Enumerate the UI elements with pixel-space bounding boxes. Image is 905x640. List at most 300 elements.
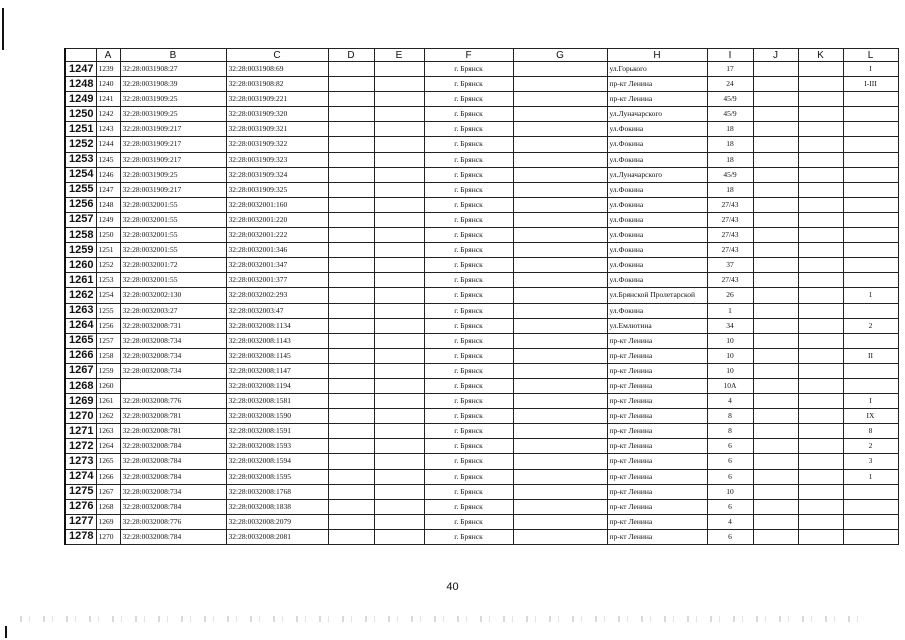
cell-e <box>374 92 424 107</box>
cell-g <box>513 363 607 378</box>
cell-i: 34 <box>707 318 753 333</box>
cell-i: 8 <box>707 424 753 439</box>
row-number: 1250 <box>65 107 96 122</box>
cell-k <box>798 333 843 348</box>
cell-e <box>374 137 424 152</box>
table-row <box>65 454 898 469</box>
cell-k <box>798 288 843 303</box>
cell-i: 27/43 <box>707 228 753 243</box>
row-number: 1256 <box>65 197 96 212</box>
cell-e <box>374 454 424 469</box>
cell-a: 1262 <box>96 409 120 424</box>
cell-d <box>328 258 374 273</box>
cell-f: г. Брянск <box>424 273 513 288</box>
cell-a: 1256 <box>96 318 120 333</box>
cell-j <box>753 62 798 77</box>
cell-i: 27/43 <box>707 212 753 227</box>
cell-g <box>513 228 607 243</box>
cell-i: 6 <box>707 439 753 454</box>
cell-l <box>843 167 898 182</box>
cell-f: г. Брянск <box>424 409 513 424</box>
cell-e <box>374 228 424 243</box>
table-row <box>65 348 898 363</box>
spreadsheet <box>64 48 899 545</box>
cell-l <box>843 152 898 167</box>
cell-j <box>753 122 798 137</box>
cell-f: г. Брянск <box>424 303 513 318</box>
cell-e <box>374 439 424 454</box>
cell-h: пр-кт Ленина <box>607 484 707 499</box>
cell-a: 1261 <box>96 394 120 409</box>
cell-j <box>753 469 798 484</box>
cell-l: 1 <box>843 288 898 303</box>
cell-c: 32:28:0032008:1143 <box>226 333 328 348</box>
row-number: 1249 <box>65 92 96 107</box>
cell-l <box>843 137 898 152</box>
cell-d <box>328 273 374 288</box>
table-row <box>65 122 898 137</box>
column-header-e: E <box>374 49 424 62</box>
cell-j <box>753 348 798 363</box>
cell-b: 32:28:0032008:781 <box>120 424 226 439</box>
cell-h: ул.Фокина <box>607 197 707 212</box>
row-number: 1248 <box>65 77 96 92</box>
cell-h: ул.Фокина <box>607 122 707 137</box>
cell-f: г. Брянск <box>424 152 513 167</box>
cell-d <box>328 514 374 529</box>
cell-h: пр-кт Ленина <box>607 92 707 107</box>
table-row <box>65 167 898 182</box>
cell-a: 1267 <box>96 484 120 499</box>
cell-f: г. Брянск <box>424 348 513 363</box>
cell-a: 1268 <box>96 499 120 514</box>
cell-i: 27/43 <box>707 197 753 212</box>
cell-f: г. Брянск <box>424 77 513 92</box>
cell-e <box>374 152 424 167</box>
cell-k <box>798 77 843 92</box>
cell-h: пр-кт Ленина <box>607 77 707 92</box>
cell-a: 1253 <box>96 273 120 288</box>
cell-j <box>753 363 798 378</box>
cell-e <box>374 77 424 92</box>
cell-l <box>843 484 898 499</box>
cell-i: 37 <box>707 258 753 273</box>
cell-j <box>753 514 798 529</box>
cell-c: 32:28:0031908:82 <box>226 77 328 92</box>
cell-j <box>753 137 798 152</box>
cell-i: 6 <box>707 454 753 469</box>
cell-c: 32:28:0031909:325 <box>226 182 328 197</box>
cell-a: 1270 <box>96 529 120 544</box>
cell-a: 1244 <box>96 137 120 152</box>
cell-g <box>513 514 607 529</box>
row-number: 1247 <box>65 62 96 77</box>
row-number: 1277 <box>65 514 96 529</box>
cell-b: 32:28:0032001:55 <box>120 228 226 243</box>
row-number: 1254 <box>65 167 96 182</box>
cell-g <box>513 243 607 258</box>
cell-c: 32:28:0032001:377 <box>226 273 328 288</box>
cell-a: 1266 <box>96 469 120 484</box>
cell-l <box>843 92 898 107</box>
cell-e <box>374 394 424 409</box>
cell-f: г. Брянск <box>424 499 513 514</box>
cell-j <box>753 243 798 258</box>
cell-e <box>374 318 424 333</box>
cell-b: 32:28:0032008:784 <box>120 529 226 544</box>
cell-f: г. Брянск <box>424 228 513 243</box>
cell-b: 32:28:0032008:734 <box>120 363 226 378</box>
cell-i: 17 <box>707 62 753 77</box>
cell-k <box>798 484 843 499</box>
cell-i: 10 <box>707 348 753 363</box>
cell-c: 32:28:0032008:1591 <box>226 424 328 439</box>
cell-f: г. Брянск <box>424 92 513 107</box>
cell-e <box>374 258 424 273</box>
cell-h: пр-кт Ленина <box>607 439 707 454</box>
cell-h: ул.Фокина <box>607 228 707 243</box>
cell-c: 32:28:0032008:1581 <box>226 394 328 409</box>
table-row <box>65 424 898 439</box>
cell-f: г. Брянск <box>424 167 513 182</box>
cell-l: 1 <box>843 469 898 484</box>
cell-h: ул.Луначарского <box>607 107 707 122</box>
column-header-i: I <box>707 49 753 62</box>
cell-f: г. Брянск <box>424 243 513 258</box>
cell-g <box>513 378 607 393</box>
cell-f: г. Брянск <box>424 378 513 393</box>
cell-a: 1242 <box>96 107 120 122</box>
table-row <box>65 484 898 499</box>
cell-b: 32:28:0032003:27 <box>120 303 226 318</box>
cell-j <box>753 484 798 499</box>
cell-d <box>328 303 374 318</box>
cell-a: 1245 <box>96 152 120 167</box>
cell-g <box>513 333 607 348</box>
row-number: 1253 <box>65 152 96 167</box>
cell-d <box>328 137 374 152</box>
table-row <box>65 258 898 273</box>
cell-g <box>513 499 607 514</box>
cell-d <box>328 439 374 454</box>
cell-g <box>513 529 607 544</box>
cell-c: 32:28:0032001:222 <box>226 228 328 243</box>
cell-d <box>328 469 374 484</box>
cell-c: 32:28:0032008:1145 <box>226 348 328 363</box>
cell-g <box>513 258 607 273</box>
column-header-row <box>65 49 898 62</box>
row-number: 1274 <box>65 469 96 484</box>
cell-j <box>753 92 798 107</box>
cell-f: г. Брянск <box>424 107 513 122</box>
cell-c: 32:28:0032003:47 <box>226 303 328 318</box>
cell-e <box>374 122 424 137</box>
cell-b: 32:28:0031909:217 <box>120 152 226 167</box>
cell-c: 32:28:0032008:1593 <box>226 439 328 454</box>
cell-h: пр-кт Ленина <box>607 348 707 363</box>
cell-b: 32:28:0032002:130 <box>120 288 226 303</box>
cell-e <box>374 363 424 378</box>
cell-f: г. Брянск <box>424 197 513 212</box>
row-number: 1264 <box>65 318 96 333</box>
cell-c: 32:28:0032008:1134 <box>226 318 328 333</box>
cell-b: 32:28:0032008:784 <box>120 499 226 514</box>
cell-c: 32:28:0032008:2079 <box>226 514 328 529</box>
cell-g <box>513 62 607 77</box>
cell-f: г. Брянск <box>424 424 513 439</box>
cell-f: г. Брянск <box>424 454 513 469</box>
cell-b: 32:28:0032008:776 <box>120 514 226 529</box>
margin-rule <box>2 8 4 50</box>
table-row <box>65 243 898 258</box>
cell-a: 1251 <box>96 243 120 258</box>
cell-h: ул.Горького <box>607 62 707 77</box>
cell-a: 1241 <box>96 92 120 107</box>
cell-g <box>513 92 607 107</box>
cell-j <box>753 439 798 454</box>
row-number: 1260 <box>65 258 96 273</box>
cell-e <box>374 529 424 544</box>
cell-d <box>328 152 374 167</box>
cell-h: ул.Фокина <box>607 212 707 227</box>
page-number: 40 <box>446 581 459 593</box>
cell-i: 18 <box>707 152 753 167</box>
cell-k <box>798 318 843 333</box>
cell-i: 27/43 <box>707 273 753 288</box>
table-row <box>65 409 898 424</box>
cell-j <box>753 152 798 167</box>
cell-f: г. Брянск <box>424 484 513 499</box>
cell-a: 1258 <box>96 348 120 363</box>
cell-b: 32:28:0031909:25 <box>120 167 226 182</box>
cell-l <box>843 197 898 212</box>
row-number: 1255 <box>65 182 96 197</box>
cell-h: ул.Емлютина <box>607 318 707 333</box>
cell-b: 32:28:0032001:72 <box>120 258 226 273</box>
cell-k <box>798 394 843 409</box>
cell-l <box>843 529 898 544</box>
cell-c: 32:28:0031908:69 <box>226 62 328 77</box>
cell-i: 10 <box>707 363 753 378</box>
cell-g <box>513 348 607 363</box>
cell-g <box>513 424 607 439</box>
cell-f: г. Брянск <box>424 258 513 273</box>
cell-e <box>374 107 424 122</box>
corner-cell <box>65 49 96 62</box>
cell-k <box>798 469 843 484</box>
cell-g <box>513 167 607 182</box>
cell-g <box>513 77 607 92</box>
cell-l <box>843 228 898 243</box>
cell-g <box>513 454 607 469</box>
cell-f: г. Брянск <box>424 529 513 544</box>
cell-d <box>328 333 374 348</box>
cell-k <box>798 228 843 243</box>
cell-h: пр-кт Ленина <box>607 454 707 469</box>
cell-e <box>374 243 424 258</box>
cell-f: г. Брянск <box>424 514 513 529</box>
table-row <box>65 77 898 92</box>
column-header-l: L <box>843 49 898 62</box>
cell-g <box>513 439 607 454</box>
cell-i: 10А <box>707 378 753 393</box>
cell-f: г. Брянск <box>424 318 513 333</box>
cell-l <box>843 499 898 514</box>
cell-a: 1247 <box>96 182 120 197</box>
cell-i: 18 <box>707 122 753 137</box>
row-number: 1257 <box>65 212 96 227</box>
cell-f: г. Брянск <box>424 288 513 303</box>
cell-b: 32:28:0032008:784 <box>120 439 226 454</box>
cell-j <box>753 318 798 333</box>
cell-j <box>753 182 798 197</box>
cell-j <box>753 529 798 544</box>
table-row <box>65 529 898 544</box>
cell-l: I-III <box>843 77 898 92</box>
cell-b: 32:28:0032001:55 <box>120 212 226 227</box>
cell-h: пр-кт Ленина <box>607 424 707 439</box>
cell-a: 1243 <box>96 122 120 137</box>
cell-a: 1240 <box>96 77 120 92</box>
cadastral-table <box>64 48 899 545</box>
cell-c: 32:28:0031909:221 <box>226 92 328 107</box>
cell-l <box>843 273 898 288</box>
table-row <box>65 92 898 107</box>
column-header-k: K <box>798 49 843 62</box>
cell-a: 1239 <box>96 62 120 77</box>
cell-e <box>374 514 424 529</box>
cell-l <box>843 303 898 318</box>
cell-c: 32:28:0032008:1594 <box>226 454 328 469</box>
cell-d <box>328 288 374 303</box>
table-row <box>65 394 898 409</box>
cell-h: ул.Фокина <box>607 273 707 288</box>
cell-e <box>374 409 424 424</box>
cell-k <box>798 92 843 107</box>
cell-k <box>798 152 843 167</box>
cell-e <box>374 348 424 363</box>
cell-a: 1264 <box>96 439 120 454</box>
cell-j <box>753 212 798 227</box>
cell-k <box>798 363 843 378</box>
cell-g <box>513 197 607 212</box>
cell-k <box>798 499 843 514</box>
cell-k <box>798 439 843 454</box>
cell-f: г. Брянск <box>424 333 513 348</box>
cell-g <box>513 107 607 122</box>
cell-g <box>513 469 607 484</box>
cell-e <box>374 212 424 227</box>
cell-b: 32:28:0031908:27 <box>120 62 226 77</box>
cell-j <box>753 77 798 92</box>
scan-artifact <box>20 616 860 622</box>
cell-g <box>513 137 607 152</box>
cell-c: 32:28:0031909:320 <box>226 107 328 122</box>
cell-g <box>513 409 607 424</box>
row-number: 1267 <box>65 363 96 378</box>
cell-h: пр-кт Ленина <box>607 499 707 514</box>
cell-a: 1265 <box>96 454 120 469</box>
cell-l <box>843 182 898 197</box>
cell-a: 1252 <box>96 258 120 273</box>
table-row <box>65 363 898 378</box>
cell-c: 32:28:0032001:347 <box>226 258 328 273</box>
cell-b: 32:28:0032008:776 <box>120 394 226 409</box>
cell-c: 32:28:0032008:1147 <box>226 363 328 378</box>
row-number: 1263 <box>65 303 96 318</box>
cell-a: 1260 <box>96 378 120 393</box>
cell-l: II <box>843 348 898 363</box>
cell-f: г. Брянск <box>424 363 513 378</box>
cell-h: пр-кт Ленина <box>607 529 707 544</box>
cell-c: 32:28:0031909:323 <box>226 152 328 167</box>
cell-k <box>798 303 843 318</box>
table-row <box>65 107 898 122</box>
cell-e <box>374 62 424 77</box>
cell-l <box>843 378 898 393</box>
cell-a: 1269 <box>96 514 120 529</box>
cell-b: 32:28:0031909:217 <box>120 182 226 197</box>
cell-l: I <box>843 62 898 77</box>
cell-i: 26 <box>707 288 753 303</box>
cell-h: ул.Луначарского <box>607 167 707 182</box>
cell-h: пр-кт Ленина <box>607 333 707 348</box>
cell-c: 32:28:0032001:346 <box>226 243 328 258</box>
cell-l <box>843 258 898 273</box>
cell-c: 32:28:0032008:1590 <box>226 409 328 424</box>
column-header-d: D <box>328 49 374 62</box>
cell-j <box>753 288 798 303</box>
cell-d <box>328 107 374 122</box>
cell-a: 1246 <box>96 167 120 182</box>
cell-i: 24 <box>707 77 753 92</box>
cell-e <box>374 303 424 318</box>
cell-b: 32:28:0032008:731 <box>120 318 226 333</box>
cell-a: 1248 <box>96 197 120 212</box>
table-row <box>65 288 898 303</box>
cell-h: пр-кт Ленина <box>607 394 707 409</box>
row-number: 1265 <box>65 333 96 348</box>
cell-c: 32:28:0032008:1768 <box>226 484 328 499</box>
table-row <box>65 499 898 514</box>
cell-a: 1250 <box>96 228 120 243</box>
cell-f: г. Брянск <box>424 469 513 484</box>
cell-b: 32:28:0032008:781 <box>120 409 226 424</box>
row-number: 1275 <box>65 484 96 499</box>
cell-d <box>328 454 374 469</box>
cell-c: 32:28:0032008:2081 <box>226 529 328 544</box>
cell-l: 2 <box>843 439 898 454</box>
cell-c: 32:28:0032001:220 <box>226 212 328 227</box>
cell-h: ул.Фокина <box>607 303 707 318</box>
cell-k <box>798 167 843 182</box>
cell-b: 32:28:0031909:217 <box>120 122 226 137</box>
cell-b: 32:28:0031909:25 <box>120 92 226 107</box>
cell-i: 1 <box>707 303 753 318</box>
cell-e <box>374 378 424 393</box>
cell-d <box>328 92 374 107</box>
table-row <box>65 152 898 167</box>
cell-i: 45/9 <box>707 107 753 122</box>
cell-k <box>798 348 843 363</box>
cell-h: ул.Фокина <box>607 243 707 258</box>
cell-c: 32:28:0031909:321 <box>226 122 328 137</box>
cell-b: 32:28:0032008:734 <box>120 333 226 348</box>
cell-f: г. Брянск <box>424 62 513 77</box>
cell-d <box>328 197 374 212</box>
cell-b: 32:28:0032008:734 <box>120 484 226 499</box>
cell-l: I <box>843 394 898 409</box>
